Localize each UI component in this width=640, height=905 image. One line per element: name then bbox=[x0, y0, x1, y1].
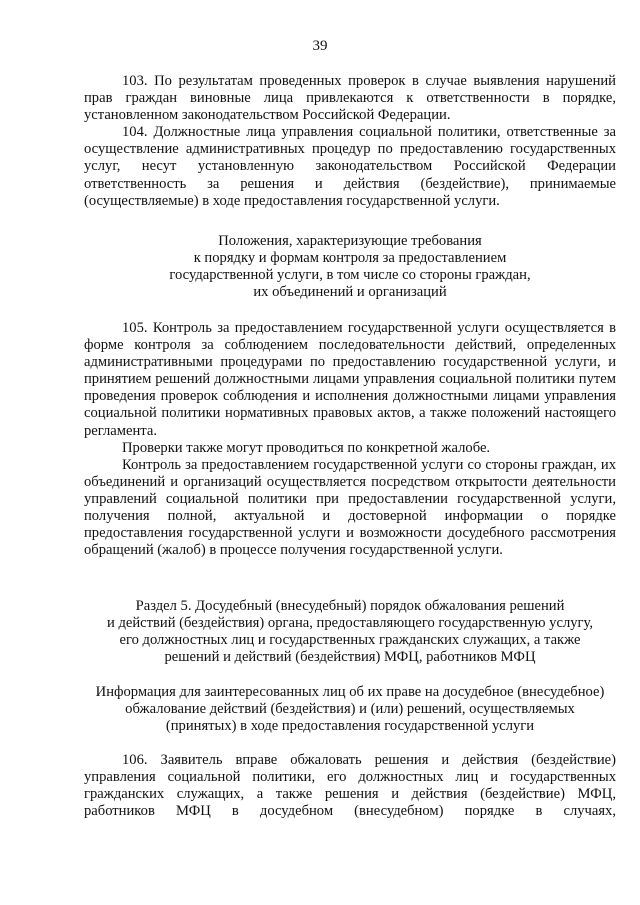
heading-line: их объединений и организаций bbox=[253, 284, 447, 301]
heading-line: и действий (бездействия) органа, предоставляющего государственную услугу, bbox=[106, 615, 593, 632]
heading-line: решений и действий (бездействия) МФЦ, работников МФЦ bbox=[164, 649, 536, 666]
paragraph-105: 105. Контроль за предоставлением государственной услуги осуществляется в форме контроля за соблюдением последовательности действий, определенных административными процедурами по предоставлению государственной услуги, и принятием решений должностными лицами управления социальной политики путем проведения проверок соблюдения и исполнения должностными лицами управления социальной политики нормативных правовых актов, а также положений настоящего регламента. bbox=[84, 320, 616, 439]
paragraph-105-block bbox=[84, 320, 616, 559]
paragraph-104: 104. Должностные лица управления социальной политики, ответственные за осуществление административных процедур по предоставлению государственных услуг, несут установленную законодательством Российской Федерации ответственность за решения и действия (бездействие), принимаемые (осуществляемые) в ходе предоставления государственной услуги. bbox=[84, 124, 616, 209]
paragraph-103: 103. По результатам проведенных проверок в случае выявления нарушений прав граждан виновные лица привлекаются к ответственности в порядке, установленном законодательством Российской Федерации. bbox=[84, 73, 616, 124]
paragraph-105-checks: Проверки также могут проводиться по конкретной жалобе. bbox=[122, 439, 491, 456]
page-number: 39 bbox=[312, 38, 328, 54]
heading-line: (принятых) в ходе предоставления государственной услуги bbox=[165, 718, 535, 735]
paragraph-106: 106. Заявитель вправе обжаловать решения и действия (бездействие) управления социальной политики, его должностных лиц и государственных гражданских служащих, а также решения и действия (бездействие) МФЦ, работников МФЦ в досудебном (внесудебном) порядке в случаях, bbox=[84, 752, 616, 820]
heading-line: обжалование действий (бездействия) и (или) решений, осуществляемых bbox=[125, 701, 575, 718]
heading-line: Раздел 5. Досудебный (внесудебный) порядок обжалования решений bbox=[135, 598, 565, 614]
heading-section-5 bbox=[84, 598, 616, 666]
heading-info-rights bbox=[84, 684, 616, 735]
heading-line: Положения, характеризующие требования bbox=[218, 233, 482, 249]
paragraph-106-block bbox=[84, 752, 616, 820]
heading-line: Информация для заинтересованных лиц об их праве на досудебное (внесудебное) bbox=[95, 684, 605, 700]
paragraph-105-control: Контроль за предоставлением государственной услуги со стороны граждан, их объединений и организаций осуществляется посредством открытости деятельности управлений социальной политики при предоставлении государственной услуги, получения полной, актуальной и достоверной информации о порядке предоставления государственной услуги и возможности досудебного рассмотрения обращений (жалоб) в процессе получения государственной услуги. bbox=[84, 456, 616, 559]
heading-line: к порядку и формам контроля за предоставлением bbox=[193, 250, 507, 267]
heading-line: государственной услуги, в том числе со стороны граждан, bbox=[169, 267, 531, 284]
heading-line: его должностных лиц и государственных гражданских служащих, а также bbox=[119, 632, 581, 649]
heading-control-requirements bbox=[84, 233, 616, 301]
paragraph-103-block bbox=[84, 73, 616, 210]
